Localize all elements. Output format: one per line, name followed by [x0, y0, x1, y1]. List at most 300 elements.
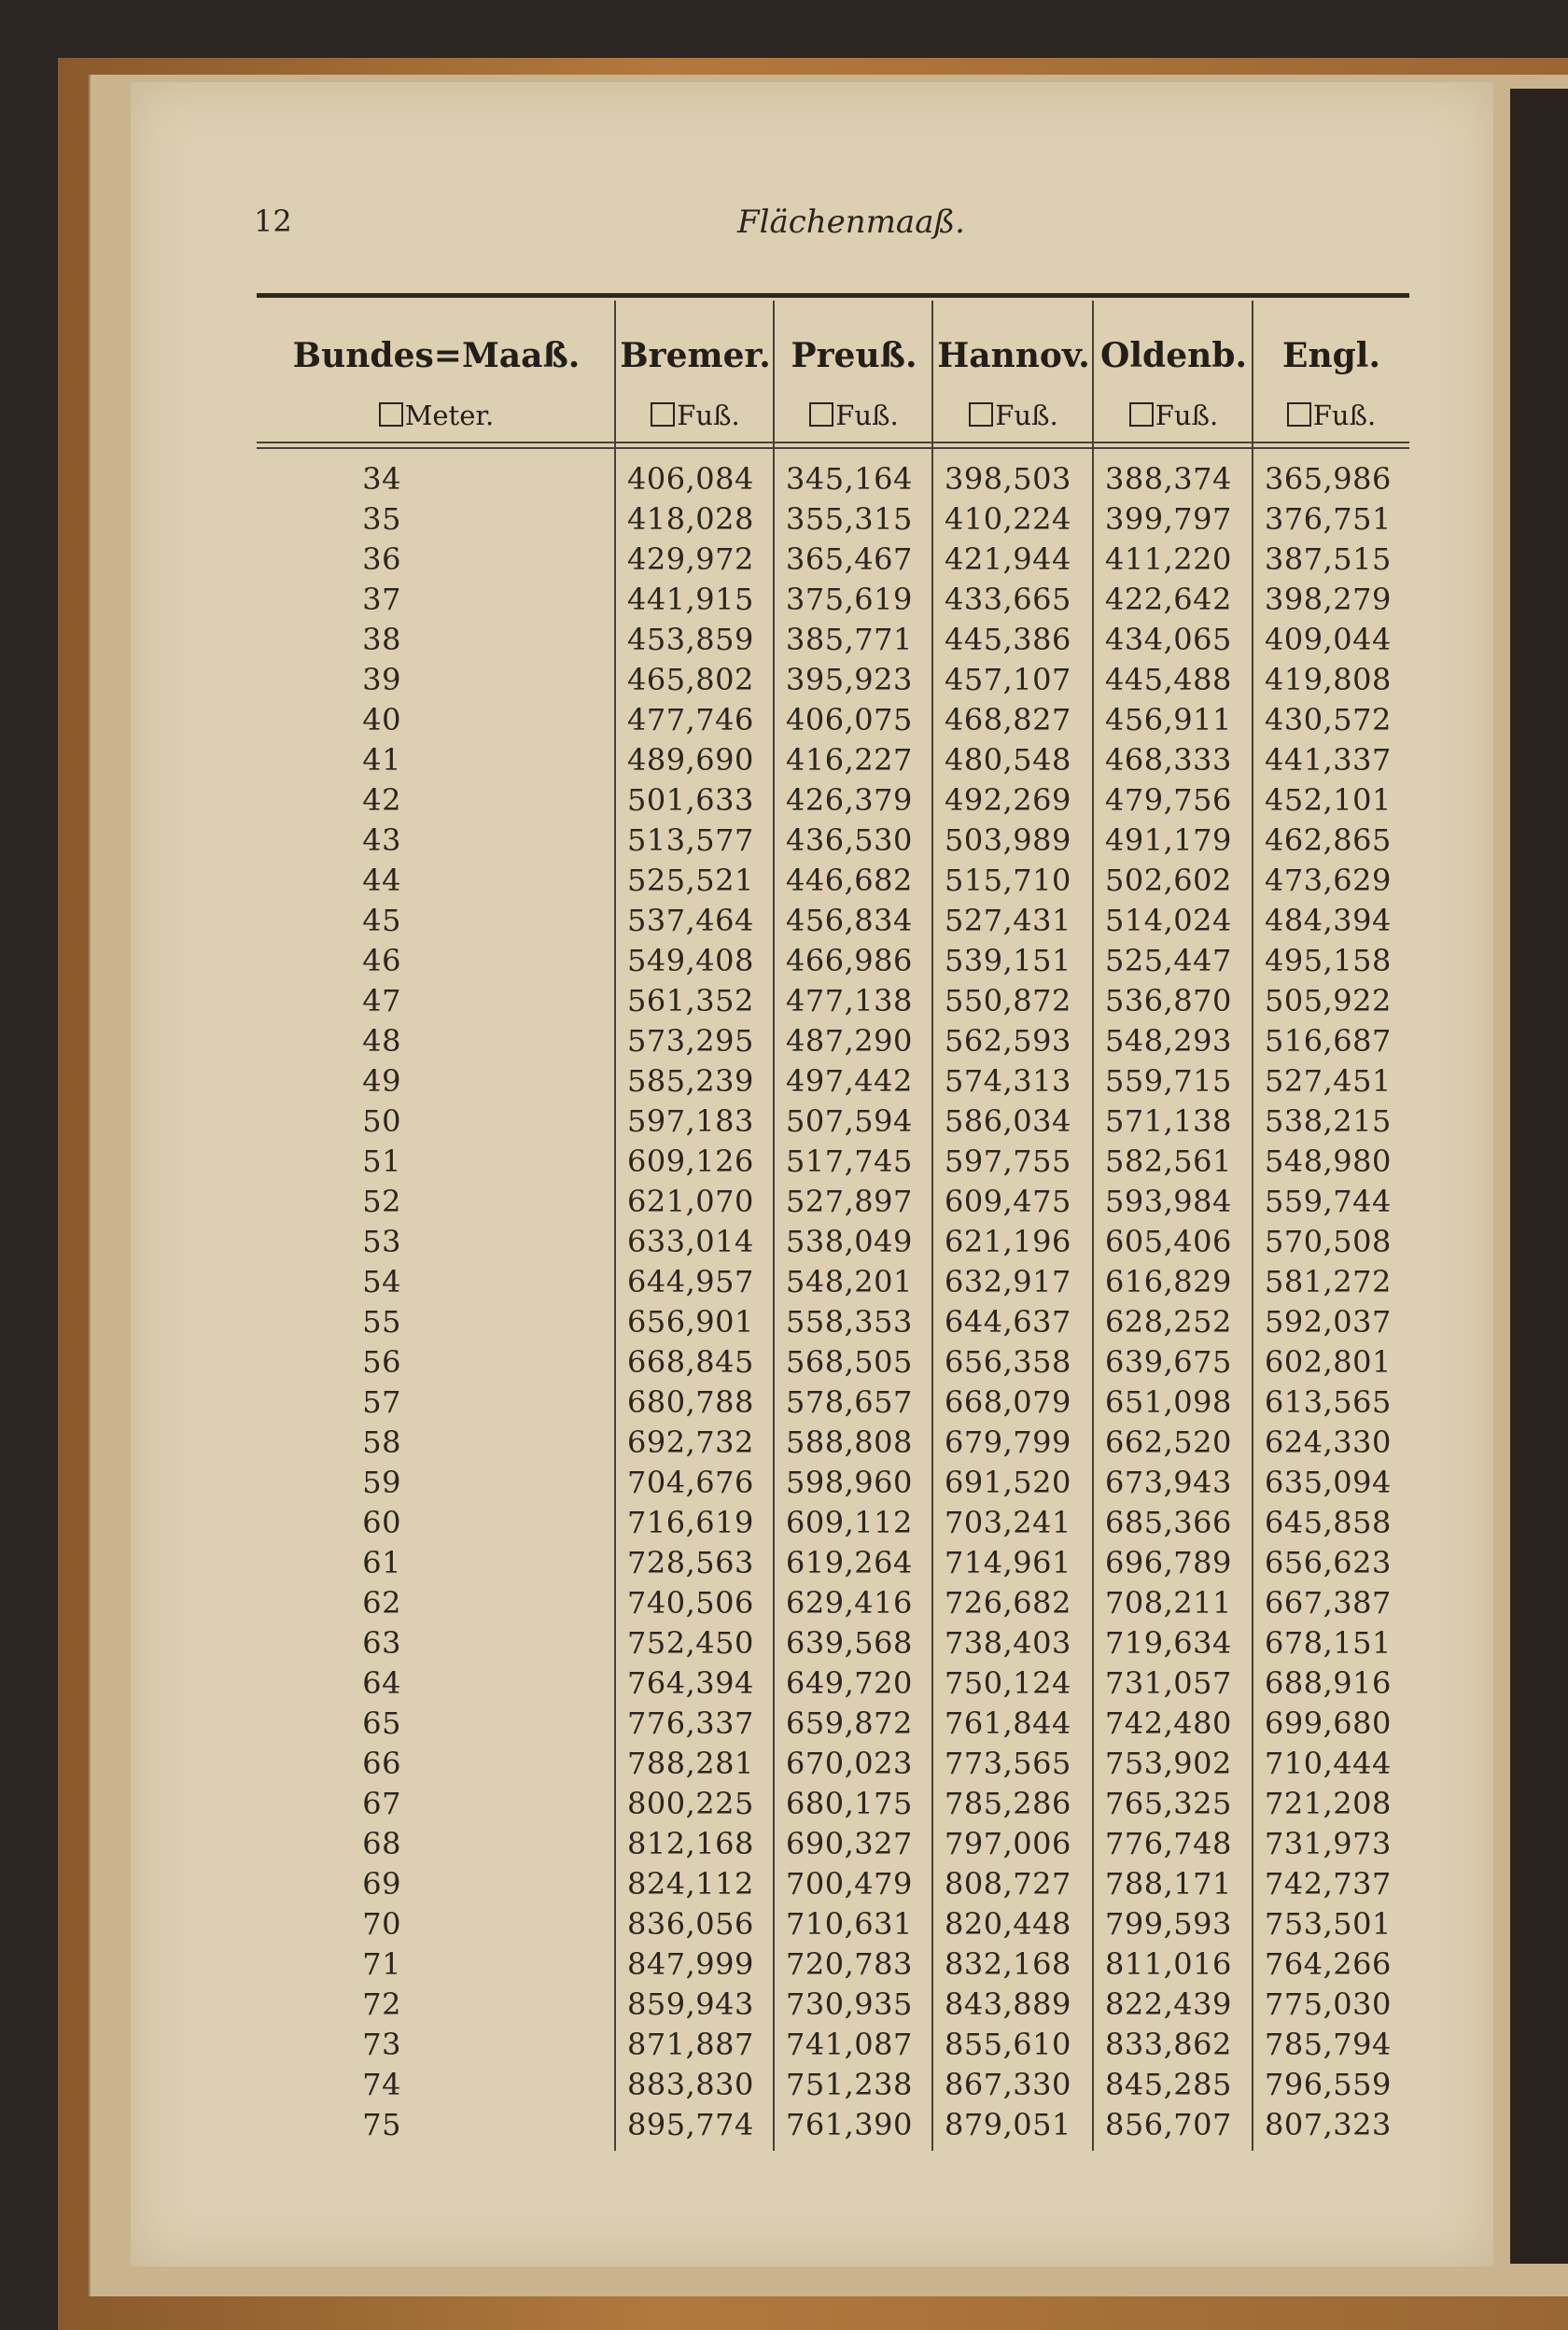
- conversion-value: 753,902: [1105, 1746, 1232, 1781]
- meter-value: 52: [362, 1184, 401, 1219]
- meter-value: 44: [362, 863, 401, 898]
- conversion-value: 688,916: [1265, 1665, 1392, 1701]
- conversion-value: 605,406: [1105, 1224, 1232, 1259]
- conversion-value: 613,565: [1265, 1384, 1392, 1420]
- table-row: [257, 578, 1409, 618]
- conversion-value: 406,075: [786, 702, 913, 737]
- conversion-value: 559,715: [1105, 1063, 1232, 1099]
- table-row: [257, 1782, 1409, 1822]
- conversion-value: 649,720: [786, 1665, 913, 1701]
- conversion-value: 751,238: [786, 2067, 913, 2102]
- column-unit-5: [1253, 400, 1409, 431]
- conversion-value: 619,264: [786, 1545, 913, 1580]
- column-unit-3: [933, 400, 1094, 431]
- meter-value: 54: [362, 1264, 401, 1299]
- meter-value: 51: [362, 1144, 401, 1179]
- meter-value: 62: [362, 1585, 401, 1621]
- meter-value: 45: [362, 903, 401, 938]
- meter-value: 46: [362, 943, 401, 978]
- conversion-value: 491,179: [1105, 822, 1232, 858]
- conversion-value: 441,915: [627, 582, 754, 617]
- square-unit-icon: [379, 402, 403, 427]
- conversion-value: 480,548: [945, 742, 1071, 778]
- table-row: [257, 859, 1409, 899]
- table-row: [257, 538, 1409, 578]
- conversion-value: 624,330: [1265, 1425, 1392, 1460]
- conversion-value: 639,568: [786, 1625, 913, 1661]
- conversion-value: 573,295: [627, 1023, 754, 1059]
- conversion-value: 503,989: [945, 822, 1071, 858]
- conversion-value: 385,771: [786, 622, 913, 657]
- conversion-value: 731,973: [1265, 1826, 1392, 1861]
- conversion-value: 859,943: [627, 1986, 754, 2022]
- table-body: [257, 457, 1409, 2143]
- conversion-value: 691,520: [945, 1465, 1071, 1500]
- conversion-value: 505,922: [1265, 983, 1392, 1018]
- conversion-value: 692,732: [627, 1425, 754, 1460]
- conversion-value: 764,266: [1265, 1946, 1392, 1982]
- unit-label: Fuß.: [1312, 400, 1377, 431]
- conversion-value: 716,619: [627, 1505, 754, 1540]
- table-row: [257, 1180, 1409, 1220]
- table-row: [257, 1702, 1409, 1742]
- conversion-value: 668,845: [627, 1344, 754, 1380]
- meter-value: 35: [362, 501, 401, 537]
- meter-value: 60: [362, 1505, 401, 1540]
- conversion-value: 633,014: [627, 1224, 754, 1259]
- conversion-value: 602,801: [1265, 1344, 1392, 1380]
- conversion-value: 867,330: [945, 2067, 1071, 2102]
- meter-value: 69: [362, 1866, 401, 1902]
- conversion-value: 495,158: [1265, 943, 1392, 978]
- conversion-value: 517,745: [786, 1144, 913, 1179]
- meter-value: 36: [362, 541, 401, 577]
- conversion-value: 479,756: [1105, 782, 1232, 818]
- conversion-value: 662,520: [1105, 1425, 1232, 1460]
- meter-value: 43: [362, 822, 401, 858]
- meter-value: 49: [362, 1063, 401, 1099]
- conversion-value: 752,450: [627, 1625, 754, 1661]
- conversion-value: 773,565: [945, 1746, 1071, 1781]
- table-row: [257, 1822, 1409, 1862]
- conversion-value: 807,323: [1265, 2107, 1392, 2142]
- meter-value: 40: [362, 702, 401, 737]
- column-header-5: Engl.: [1282, 336, 1380, 375]
- conversion-value: 788,281: [627, 1746, 754, 1781]
- conversion-value: 741,087: [786, 2027, 913, 2062]
- conversion-value: 365,986: [1265, 461, 1392, 497]
- conversion-value: 581,272: [1265, 1264, 1392, 1299]
- conversion-value: 345,164: [786, 461, 913, 497]
- conversion-value: 445,386: [945, 622, 1071, 657]
- conversion-value: 731,057: [1105, 1665, 1232, 1701]
- conversion-value: 699,680: [1265, 1705, 1392, 1741]
- column-header-4: Oldenb.: [1100, 336, 1247, 375]
- conversion-value: 453,859: [627, 622, 754, 657]
- conversion-value: 477,138: [786, 983, 913, 1018]
- conversion-value: 656,901: [627, 1304, 754, 1340]
- conversion-value: 395,923: [786, 662, 913, 697]
- meter-value: 66: [362, 1746, 401, 1781]
- table-row: [257, 1381, 1409, 1421]
- conversion-value: 811,016: [1105, 1946, 1232, 1982]
- conversion-value: 609,112: [786, 1505, 913, 1540]
- conversion-value: 704,676: [627, 1465, 754, 1500]
- conversion-value: 753,501: [1265, 1906, 1392, 1942]
- table-row: [257, 1019, 1409, 1060]
- column-unit-4: [1094, 400, 1253, 431]
- table-row: [257, 1902, 1409, 1943]
- conversion-value: 808,727: [945, 1866, 1071, 1902]
- conversion-value: 740,506: [627, 1585, 754, 1621]
- conversion-value: 468,827: [945, 702, 1071, 737]
- conversion-value: 507,594: [786, 1103, 913, 1139]
- conversion-value: 429,972: [627, 541, 754, 577]
- conversion-value: 539,151: [945, 943, 1071, 978]
- conversion-value: 680,175: [786, 1786, 913, 1821]
- conversion-value: 585,239: [627, 1063, 754, 1099]
- table-row: [257, 457, 1409, 498]
- conversion-value: 497,442: [786, 1063, 913, 1099]
- column-header-1: Bremer.: [620, 336, 771, 375]
- table-row: [257, 939, 1409, 979]
- conversion-value: 847,999: [627, 1946, 754, 1982]
- conversion-value: 836,056: [627, 1906, 754, 1942]
- conversion-value: 398,279: [1265, 582, 1392, 617]
- conversion-value: 562,593: [945, 1023, 1071, 1059]
- conversion-value: 536,870: [1105, 983, 1232, 1018]
- conversion-value: 411,220: [1105, 541, 1232, 577]
- unit-label: Fuß.: [1155, 400, 1219, 431]
- conversion-value: 559,744: [1265, 1184, 1392, 1219]
- conversion-value: 501,633: [627, 782, 754, 818]
- conversion-value: 441,337: [1265, 742, 1392, 778]
- conversion-value: 639,675: [1105, 1344, 1232, 1380]
- table-row: [257, 1983, 1409, 2023]
- conversion-value: 609,126: [627, 1144, 754, 1179]
- conversion-value: 690,327: [786, 1826, 913, 1861]
- conversion-value: 548,980: [1265, 1144, 1392, 1179]
- meter-value: 74: [362, 2067, 401, 2102]
- conversion-value: 574,313: [945, 1063, 1071, 1099]
- conversion-value: 883,830: [627, 2067, 754, 2102]
- conversion-value: 456,911: [1105, 702, 1232, 737]
- meter-value: 42: [362, 782, 401, 818]
- meter-value: 50: [362, 1103, 401, 1139]
- table-row: [257, 1100, 1409, 1140]
- conversion-value: 678,151: [1265, 1625, 1392, 1661]
- conversion-value: 742,480: [1105, 1705, 1232, 1741]
- table-row: [257, 1340, 1409, 1381]
- page-number: 12: [254, 204, 292, 239]
- conversion-value: 419,808: [1265, 662, 1392, 697]
- table-row: [257, 1461, 1409, 1501]
- conversion-value: 549,408: [627, 943, 754, 978]
- conversion-value: 820,448: [945, 1906, 1071, 1942]
- conversion-value: 667,387: [1265, 1585, 1392, 1621]
- conversion-value: 843,889: [945, 1986, 1071, 2022]
- meter-value: 75: [362, 2107, 401, 2142]
- header-rule: [257, 442, 1409, 443]
- conversion-value: 788,171: [1105, 1866, 1232, 1902]
- square-unit-icon: [809, 402, 833, 427]
- table-row: [257, 618, 1409, 658]
- conversion-value: 492,269: [945, 782, 1071, 818]
- conversion-value: 387,515: [1265, 541, 1392, 577]
- running-title: Flächenmaaß.: [737, 204, 965, 241]
- conversion-value: 588,808: [786, 1425, 913, 1460]
- conversion-value: 785,794: [1265, 2027, 1392, 2062]
- conversion-value: 845,285: [1105, 2067, 1232, 2102]
- meter-value: 57: [362, 1384, 401, 1420]
- conversion-value: 765,325: [1105, 1786, 1232, 1821]
- table-row: [257, 899, 1409, 939]
- conversion-value: 738,403: [945, 1625, 1071, 1661]
- conversion-value: 855,610: [945, 2027, 1071, 2062]
- conversion-value: 856,707: [1105, 2107, 1232, 2142]
- conversion-value: 525,521: [627, 863, 754, 898]
- table-row: [257, 698, 1409, 738]
- conversion-value: 527,431: [945, 903, 1071, 938]
- meter-value: 38: [362, 622, 401, 657]
- conversion-value: 670,023: [786, 1746, 913, 1781]
- meter-value: 58: [362, 1425, 401, 1460]
- conversion-value: 365,467: [786, 541, 913, 577]
- conversion-value: 445,488: [1105, 662, 1232, 697]
- conversion-value: 761,390: [786, 2107, 913, 2142]
- conversion-value: 761,844: [945, 1705, 1071, 1741]
- conversion-value: 629,416: [786, 1585, 913, 1621]
- top-rule: [257, 293, 1409, 298]
- column-unit-2: [775, 400, 933, 431]
- conversion-value: 525,447: [1105, 943, 1232, 978]
- conversion-value: 721,208: [1265, 1786, 1392, 1821]
- conversion-value: 399,797: [1105, 501, 1232, 537]
- conversion-value: 621,196: [945, 1224, 1071, 1259]
- conversion-value: 775,030: [1265, 1986, 1392, 2022]
- meter-value: 41: [362, 742, 401, 778]
- facing-page-edge: [1510, 89, 1568, 2264]
- conversion-value: 710,631: [786, 1906, 913, 1942]
- conversion-value: 776,337: [627, 1705, 754, 1741]
- meter-value: 39: [362, 662, 401, 697]
- meter-value: 53: [362, 1224, 401, 1259]
- conversion-value: 593,984: [1105, 1184, 1232, 1219]
- conversion-value: 586,034: [945, 1103, 1071, 1139]
- meter-value: 72: [362, 1986, 401, 2022]
- conversion-value: 651,098: [1105, 1384, 1232, 1420]
- conversion-value: 456,834: [786, 903, 913, 938]
- conversion-value: 376,751: [1265, 501, 1392, 537]
- conversion-value: 824,112: [627, 1866, 754, 1902]
- conversion-value: 375,619: [786, 582, 913, 617]
- conversion-value: 489,690: [627, 742, 754, 778]
- meter-value: 63: [362, 1625, 401, 1661]
- conversion-value: 421,944: [945, 541, 1071, 577]
- conversion-value: 644,637: [945, 1304, 1071, 1340]
- conversion-value: 513,577: [627, 822, 754, 858]
- conversion-value: 871,887: [627, 2027, 754, 2062]
- conversion-value: 473,629: [1265, 863, 1392, 898]
- conversion-value: 728,563: [627, 1545, 754, 1580]
- conversion-value: 548,201: [786, 1264, 913, 1299]
- table-row: [257, 1943, 1409, 1983]
- meter-value: 70: [362, 1906, 401, 1942]
- meter-value: 56: [362, 1344, 401, 1380]
- conversion-value: 452,101: [1265, 782, 1392, 818]
- conversion-value: 656,358: [945, 1344, 1071, 1380]
- header-rule-double: [257, 447, 1409, 449]
- conversion-value: 422,642: [1105, 582, 1232, 617]
- conversion-value: 418,028: [627, 501, 754, 537]
- conversion-value: 609,475: [945, 1184, 1071, 1219]
- conversion-value: 433,665: [945, 582, 1071, 617]
- conversion-value: 822,439: [1105, 1986, 1232, 2022]
- conversion-value: 388,374: [1105, 461, 1232, 497]
- conversion-value: 597,755: [945, 1144, 1071, 1179]
- conversion-value: 398,503: [945, 461, 1071, 497]
- table-row: [257, 498, 1409, 538]
- conversion-value: 527,451: [1265, 1063, 1392, 1099]
- conversion-value: 597,183: [627, 1103, 754, 1139]
- conversion-value: 710,444: [1265, 1746, 1392, 1781]
- conversion-value: 462,865: [1265, 822, 1392, 858]
- conversion-value: 750,124: [945, 1665, 1071, 1701]
- conversion-value: 812,168: [627, 1826, 754, 1861]
- table-row: [257, 738, 1409, 779]
- conversion-value: 895,774: [627, 2107, 754, 2142]
- conversion-value: 487,290: [786, 1023, 913, 1059]
- conversion-value: 515,710: [945, 863, 1071, 898]
- conversion-value: 656,623: [1265, 1545, 1392, 1580]
- conversion-value: 635,094: [1265, 1465, 1392, 1500]
- conversion-value: 621,070: [627, 1184, 754, 1219]
- conversion-value: 645,858: [1265, 1505, 1392, 1540]
- meter-value: 64: [362, 1665, 401, 1701]
- conversion-value: 796,559: [1265, 2067, 1392, 2102]
- conversion-value: 568,505: [786, 1344, 913, 1380]
- conversion-value: 484,394: [1265, 903, 1392, 938]
- conversion-value: 785,286: [945, 1786, 1071, 1821]
- unit-label: Fuß.: [677, 400, 740, 431]
- conversion-value: 680,788: [627, 1384, 754, 1420]
- meter-value: 73: [362, 2027, 401, 2062]
- table-row: [257, 779, 1409, 819]
- unit-label: Fuß.: [995, 400, 1058, 431]
- conversion-value: 514,024: [1105, 903, 1232, 938]
- conversion-value: 571,138: [1105, 1103, 1232, 1139]
- conversion-value: 592,037: [1265, 1304, 1392, 1340]
- conversion-value: 726,682: [945, 1585, 1071, 1621]
- conversion-value: 703,241: [945, 1505, 1071, 1540]
- table-row: [257, 1742, 1409, 1782]
- unit-label: Fuß.: [835, 400, 899, 431]
- conversion-value: 730,935: [786, 1986, 913, 2022]
- table-row: [257, 658, 1409, 698]
- table-row: [257, 1621, 1409, 1662]
- table-row: [257, 1421, 1409, 1461]
- conversion-value: 628,252: [1105, 1304, 1232, 1340]
- conversion-value: 616,829: [1105, 1264, 1232, 1299]
- conversion-value: 719,634: [1105, 1625, 1232, 1661]
- conversion-value: 570,508: [1265, 1224, 1392, 1259]
- conversion-value: 598,960: [786, 1465, 913, 1500]
- conversion-value: 550,872: [945, 983, 1071, 1018]
- table-row: [257, 1501, 1409, 1541]
- square-unit-icon: [1129, 402, 1154, 427]
- unit-label: Meter.: [404, 400, 495, 431]
- conversion-value: 700,479: [786, 1866, 913, 1902]
- meter-value: 71: [362, 1946, 401, 1982]
- table-row: [257, 1581, 1409, 1621]
- conversion-value: 436,530: [786, 822, 913, 858]
- conversion-value: 410,224: [945, 501, 1071, 537]
- conversion-value: 502,602: [1105, 863, 1232, 898]
- conversion-value: 446,682: [786, 863, 913, 898]
- conversion-value: 673,943: [1105, 1465, 1232, 1500]
- conversion-value: 764,394: [627, 1665, 754, 1701]
- conversion-value: 537,464: [627, 903, 754, 938]
- conversion-value: 457,107: [945, 662, 1071, 697]
- conversion-value: 578,657: [786, 1384, 913, 1420]
- conversion-value: 477,746: [627, 702, 754, 737]
- conversion-value: 416,227: [786, 742, 913, 778]
- conversion-value: 406,084: [627, 461, 754, 497]
- table-row: [257, 1140, 1409, 1180]
- conversion-value: 538,049: [786, 1224, 913, 1259]
- conversion-value: 879,051: [945, 2107, 1071, 2142]
- conversion-value: 659,872: [786, 1705, 913, 1741]
- conversion-value: 558,353: [786, 1304, 913, 1340]
- conversion-value: 696,789: [1105, 1545, 1232, 1580]
- conversion-value: 465,802: [627, 662, 754, 697]
- conversion-value: 409,044: [1265, 622, 1392, 657]
- table-row: [257, 2063, 1409, 2103]
- conversion-value: 776,748: [1105, 1826, 1232, 1861]
- table-row: [257, 1220, 1409, 1260]
- column-header-0: Bundes=Maaß.: [292, 336, 581, 375]
- table-row: [257, 2103, 1409, 2143]
- conversion-value: 632,917: [945, 1264, 1071, 1299]
- meter-value: 59: [362, 1465, 401, 1500]
- meter-value: 48: [362, 1023, 401, 1059]
- conversion-value: 426,379: [786, 782, 913, 818]
- conversion-value: 561,352: [627, 983, 754, 1018]
- table-row: [257, 1541, 1409, 1581]
- conversion-value: 708,211: [1105, 1585, 1232, 1621]
- conversion-value: 644,957: [627, 1264, 754, 1299]
- meter-value: 55: [362, 1304, 401, 1340]
- column-header-2: Preuß.: [791, 336, 917, 375]
- table-row: [257, 979, 1409, 1019]
- square-unit-icon: [651, 402, 675, 427]
- conversion-value: 832,168: [945, 1946, 1071, 1982]
- conversion-value: 434,065: [1105, 622, 1232, 657]
- conversion-value: 714,961: [945, 1545, 1071, 1580]
- conversion-value: 685,366: [1105, 1505, 1232, 1540]
- column-unit-0: [257, 400, 616, 431]
- conversion-value: 516,687: [1265, 1023, 1392, 1059]
- conversion-value: 527,897: [786, 1184, 913, 1219]
- conversion-value: 430,572: [1265, 702, 1392, 737]
- conversion-value: 468,333: [1105, 742, 1232, 778]
- conversion-value: 720,783: [786, 1946, 913, 1982]
- table-row: [257, 1060, 1409, 1100]
- conversion-value: 742,737: [1265, 1866, 1392, 1902]
- conversion-value: 833,862: [1105, 2027, 1232, 2062]
- conversion-value: 582,561: [1105, 1144, 1232, 1179]
- meter-value: 68: [362, 1826, 401, 1861]
